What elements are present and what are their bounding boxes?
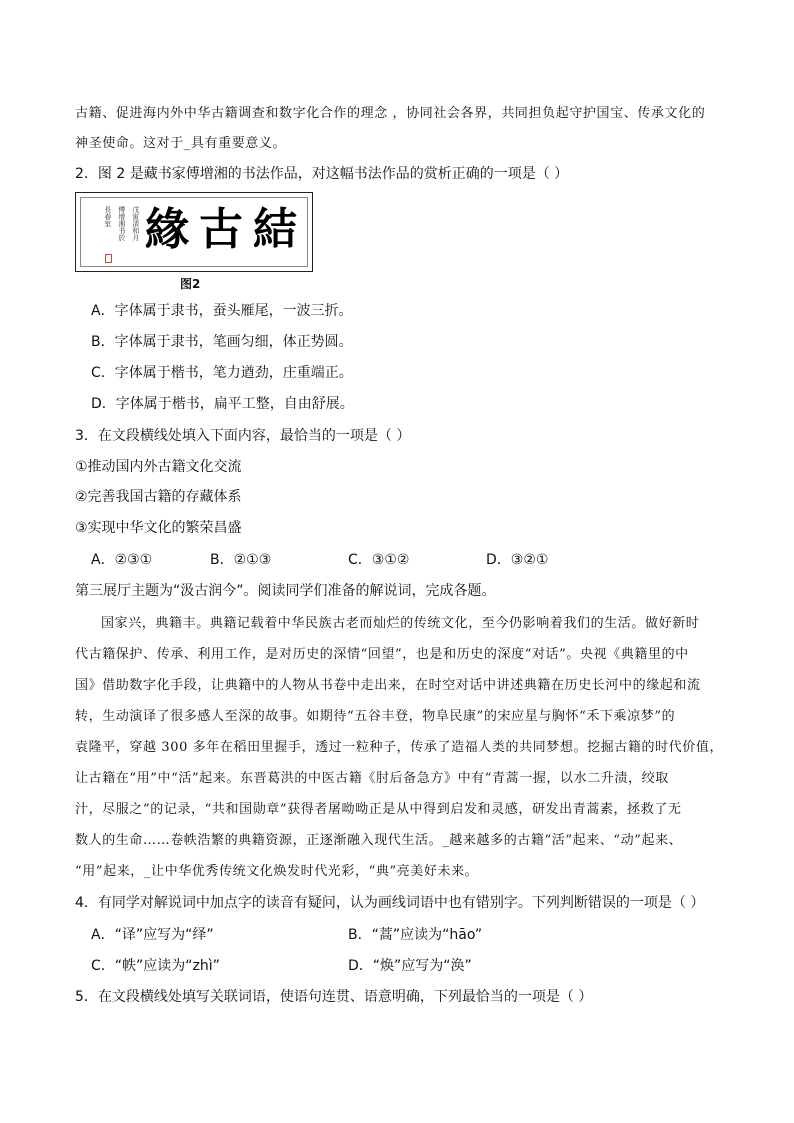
calligraphy-inscription-2: 傅增湘书於 (117, 206, 126, 241)
q2-option-d: D．字体属于楷书，扁平工整，自由舒展。 (91, 396, 354, 412)
q4-option-d: D．“焕”应写为“涣” (348, 958, 472, 974)
calligraphy-character-2: 古 (199, 204, 243, 255)
question-2-stem: 2．图 2 是藏书家傅增湘的书法作品，对这幅书法作品的赏析正确的一项是（ ） (75, 166, 569, 182)
q3-item-2: ②完善我国古籍的存藏体系 (75, 489, 242, 505)
passage-line-1: 国家兴，典籍丰。典籍记载着中华民族古老而灿烂的传统文化，至今仍影响着我们的生活。做好新时 (101, 616, 700, 631)
q2-option-b: B．字体属于隶书，笔画匀细，体正势圆。 (91, 334, 353, 350)
q3-option-d: D．③②① (486, 552, 549, 568)
q3-option-c: C．③①② (348, 552, 410, 568)
hall3-intro: 第三展厅主题为“汲古润今”。阅读同学们准备的解说词，完成各题。 (75, 583, 496, 599)
q4-option-a: A．“译”应写为“绎” (91, 927, 214, 943)
q3-item-1: ①推动国内外古籍文化交流 (75, 459, 242, 475)
passage-line-9: “用”起来，_让中华优秀传统文化焕发时代光彩，“典”亮美好未来。 (75, 864, 479, 879)
passage-line-2: 代古籍保护、传承、利用工作，是对历史的深情“回望”，也是和历史的深度“对话”。央视《典籍里的中 (75, 647, 689, 662)
calligraphy-frame (80, 197, 308, 267)
intro-line-1: 古籍、促进海内外中华古籍调查和数字化合作的理念 ，协同社会各界，共同担负起守护国宝、传承文化的 (75, 106, 706, 121)
q3-option-b: B．②①③ (210, 552, 272, 568)
calligraphy-figure (75, 192, 313, 272)
question-4-stem: 4．有同学对解说词中加点字的读音有疑问，认为画线词语中也有错别字。下列判断错误的一项是（ ） (75, 895, 705, 911)
calligraphy-character-3: 緣 (145, 204, 189, 255)
passage-line-7: 汁，尽服之”的记录，“共和国勋章”获得者屠呦呦正是从中得到启发和灵感，研发出青蒿素，拯救了无 (75, 802, 682, 817)
calligraphy-inscription-1: 戊寅清和月 (131, 206, 140, 241)
passage-line-5: 袁隆平，穿越 300 多年在稻田里握手，透过一粒种子，传承了造福人类的共同梦想。挖掘古籍的时代价值， (75, 740, 724, 755)
question-3-stem: 3．在文段横线处填入下面内容，最恰当的一项是（ ） (75, 428, 411, 444)
question-5-stem: 5．在文段横线处填写关联词语，使语句连贯、语意明确，下列最恰当的一项是（ ） (75, 989, 593, 1005)
calligraphy-character-1: 結 (253, 204, 297, 255)
calligraphy-inscription-3: 長春室 (103, 206, 112, 227)
q3-item-3: ③实现中华文化的繁荣昌盛 (75, 520, 242, 536)
q4-option-b: B．“蒿”应读为“hāo” (348, 927, 483, 943)
intro-line-2: 神圣使命。这对于_具有重要意义。 (75, 136, 287, 151)
figure-caption: 图2 (180, 277, 201, 291)
q2-option-c: C．字体属于楷书，笔力遒劲，庄重端正。 (91, 365, 353, 381)
passage-line-3: 国》借助数字化手段，让典籍中的人物从书卷中走出来，在时空对话中讲述典籍在历史长河中的缘起和流 (75, 678, 701, 693)
passage-line-4: 转，生动演译了很多感人至深的故事。如期待“五谷丰登，物阜民康”的宋应星与胸怀“禾下乘凉梦”的 (75, 709, 676, 724)
passage-line-8: 数人的生命……卷帙浩繁的典籍资源，正逐渐融入现代生活。_越来越多的古籍“活”起来、“动”起来、 (75, 833, 683, 848)
q3-option-a: A．②③① (91, 552, 153, 568)
seal-stamp (105, 254, 112, 263)
passage-line-6: 让古籍在“用”中“活”起来。东晋葛洪的中医古籍《肘后备急方》中有“青蒿一握，以水二升渍，绞取 (75, 771, 669, 786)
q4-option-c: C．“帙”应读为“zhì” (91, 958, 220, 974)
q2-option-a: A．字体属于隶书，蚕头雁尾，一波三折。 (91, 303, 353, 319)
